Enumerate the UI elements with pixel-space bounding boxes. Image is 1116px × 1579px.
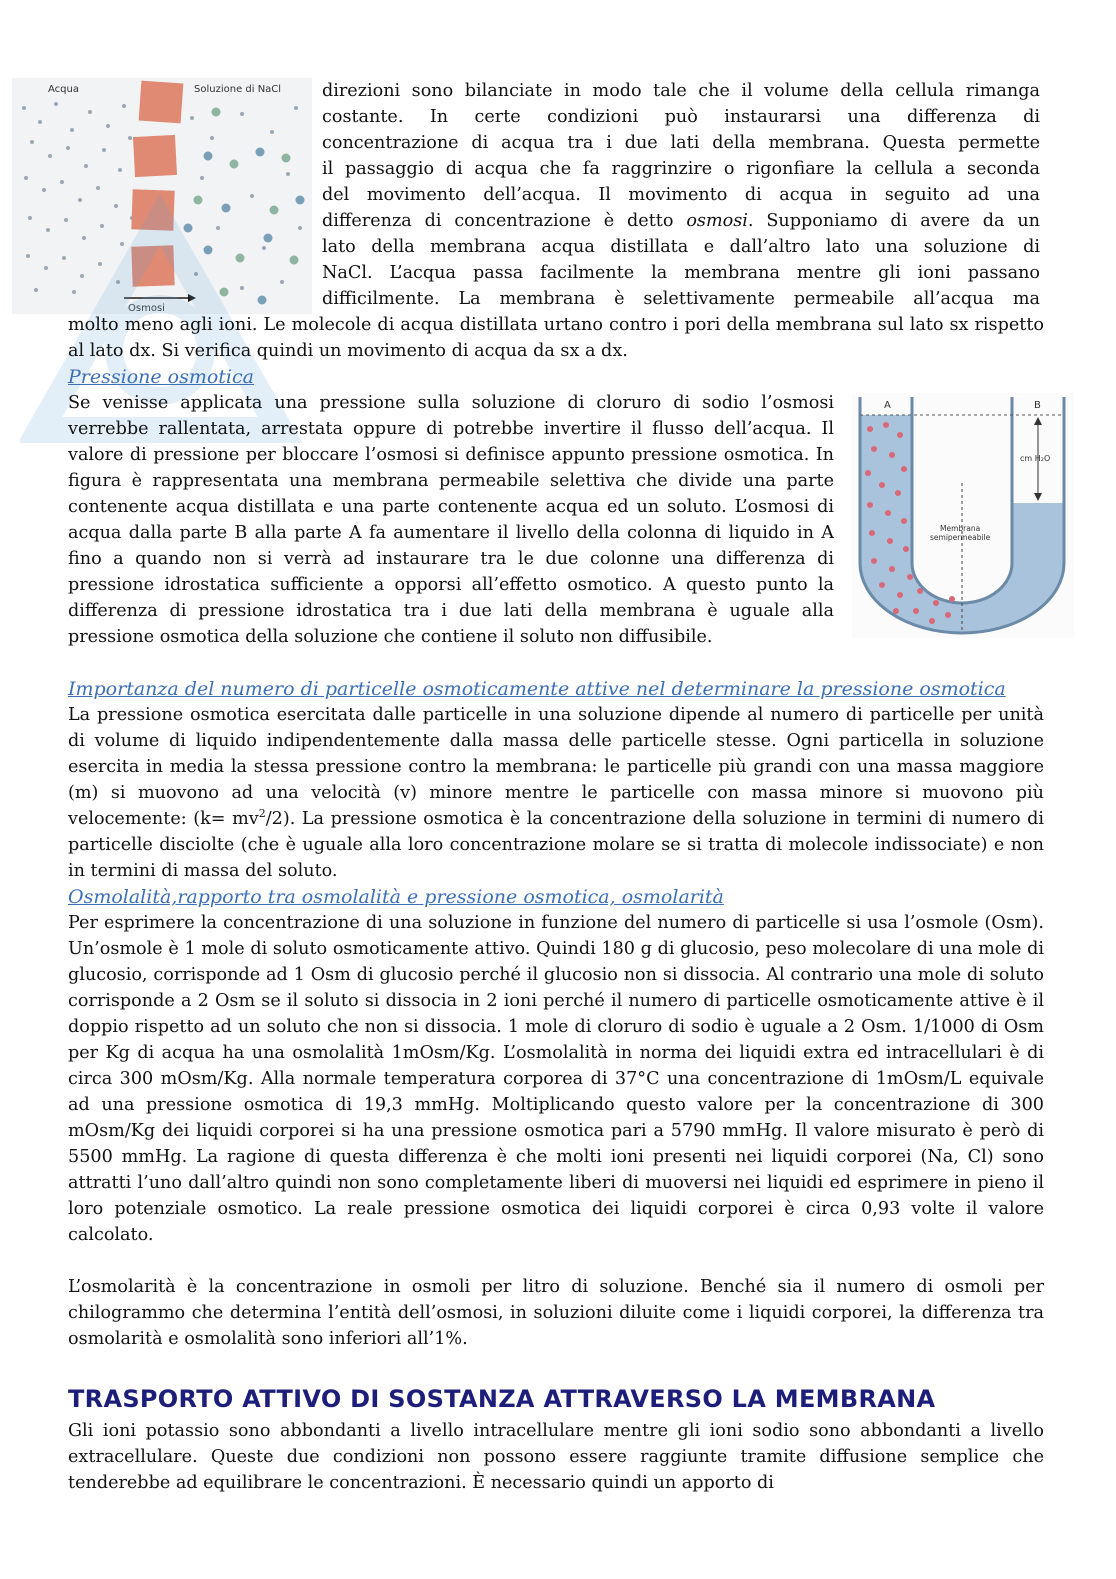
- intro-line-3: concentrazione di acqua tra i due lati della membrana. Questa permette: [322, 133, 1040, 153]
- section-title-active-transport: TRASPORTO ATTIVO DI SOSTANZA ATTRAVERSO LA MEMBRANA: [68, 1385, 936, 1413]
- heading-pressure: Pressione osmotica: [68, 366, 254, 388]
- intro-line-5: del movimento dell’acqua. Il movimento di acqua in seguito ad una: [322, 185, 1040, 205]
- pressure-body: Se venisse applicata una pressione sulla soluzione di cloruro di sodio l’osmosi verrebbe rallentata, arrestata oppure di potrebbe invertire il flusso dell’acqua. Il valore di pressione per bloccare l’osmosi si definisce appunto pressione osmotica. In figura è rappresentata una membrana permeabile selettiva che divide una parte contenente acqua distillata e una parte contenente acqua ed un soluto. L’osmosi di acqua dalla parte B alla parte A fa aumentare il livello della colonna di liquido in A fino a quando non si verrà ad instaurare tra le due colonne una differenza di pressione idrostatica sufficiente a opporsi all’effetto osmotico. A questo punto la differenza di pressione idrostatica tra i due lati della membrana è uguale alla pressione osmotica della soluzione che contiene il soluto non diffusibile.: [68, 393, 834, 647]
- heading-osmolality: Osmolalità,rapporto tra osmolalità e pressione osmotica, osmolarità: [68, 886, 724, 908]
- label-membrane-2: semipermeabile: [930, 533, 991, 542]
- membrane-pores: [131, 81, 183, 287]
- osmolality-body: Per esprimere la concentrazione di una soluzione in funzione del numero di particelle si usa l’osmole (Osm). Un’osmole è 1 mole di soluto osmoticamente attivo. Quindi 180 g di glucosio, peso molecolare di una mole di glucosio, corrisponde ad 1 Osm di glucosio perché il glucosio non si dissocia. Al contrario una mole di soluto corrisponde a 2 Osm se il soluto si dissocia in 2 ioni perché il numero di particelle osmoticamente attive è il doppio rispetto ad un soluto che non si dissocia. 1 mole di cloruro di sodio è uguale a 2 Osm. 1/1000 di Osm per Kg di acqua ha una osmolalità 1mOsm/Kg. L’osmolalità in norma dei liquidi extra ed intracellulari è di circa 300 mOsm/Kg. Alla normale temperatura corporea di 37°C una concentrazione di 1mOsm/L equivale ad una pressione osmotica di 19,3 mmHg. Moltiplicando questo valore per la concentrazione di 300 mOsm/Kg dei liquidi corporei si ha una pressione osmotica pari a 5790 mmHg. Il valore misurato è però di 5500 mmHg. La ragione di questa differenza è che molti ioni presenti nei liquidi corporei (Na, Cl) sono attratti l’uno dall’altro quindi non sono completamente liberi di muoversi nei liquidi ed esprimere in pieno il loro potenziale osmotico. La reale pressione osmotica dei liquidi corporei è circa 0,93 volte il valore calcolato.: [68, 913, 1044, 1245]
- superscript-2: 2: [258, 807, 266, 821]
- intro-line-6-a: differenza di concentrazione è detto: [322, 211, 687, 231]
- particles-body-b: /2). La pressione osmotica è la concentrazione della soluzione in termini di numero di particelle disciolte (che è uguale alla loro concentrazione molare se si tratta di molecole indissociate) e non in termini di massa del soluto.: [68, 809, 1044, 881]
- intro-wrapped: [322, 78, 1040, 312]
- intro-line-6: [322, 208, 1040, 234]
- osmosis-illustration: [12, 78, 312, 314]
- utube-illustration: [852, 393, 1074, 638]
- height-arrow-top: [1034, 417, 1042, 425]
- particles-body: [68, 702, 1044, 884]
- utube-figure: [852, 393, 1074, 638]
- osmosis-label: Osmosi: [128, 303, 165, 314]
- water-label: Acqua: [48, 84, 79, 95]
- intro-line-9: difficilmente. La membrana è selettivamente permeabile all’acqua ma: [322, 289, 1040, 309]
- label-b: B: [1034, 400, 1041, 411]
- solution-label: Soluzione di NaCl: [194, 84, 282, 95]
- heading-particles: Importanza del numero di particelle osmoticamente attive nel determinare la pressione osmotica: [68, 678, 1006, 700]
- label-membrane-1: Membrana: [940, 524, 981, 533]
- intro-line-7: lato della membrana acqua distillata e dall’altro lato una soluzione di: [322, 237, 1040, 257]
- particles-body-a: La pressione osmotica esercitata dalle particelle in una soluzione dipende al numero di particelle per unità di volume di liquido indipendentemente dalla massa delle particelle stesse. Ogni particella in soluzione esercita in media la stessa pressione contro la membrana: le particelle più grandi con una massa maggiore (m) si muovono ad una velocità (v) minore mentre le particelle con massa minore si muovono più velocemente: (k= mv: [68, 705, 1044, 829]
- intro-line-6-b: . Supponiamo di avere da un: [747, 211, 1040, 231]
- intro-line-4: il passaggio di acqua che fa raggrinzire o rigonfiare la cellula a seconda: [322, 159, 1040, 179]
- active-transport-body: Gli ioni potassio sono abbondanti a livello intracellulare mentre gli ioni sodio sono abbondanti a livello extracellulare. Queste due condizioni non possono essere raggiunte tramite diffusione semplice che tenderebbe ad equilibrare le concentrazioni. È necessario quindi un apporto di: [68, 1421, 1044, 1493]
- intro-tail: molto meno agli ioni. Le molecole di acqua distillata urtano contro i pori della membrana sul lato sx rispetto al lato dx. Si verifica quindi un movimento di acqua da sx a dx.: [68, 315, 1044, 361]
- label-height: cm H₂O: [1020, 454, 1051, 463]
- salt-ions: [184, 108, 305, 305]
- label-a: A: [884, 400, 891, 411]
- osmosis-figure: [12, 78, 312, 314]
- intro-line-1: direzioni sono bilanciate in modo tale che il volume della cellula rimanga: [322, 81, 1040, 101]
- osmolarity-body: L’osmolarità è la concentrazione in osmoli per litro di soluzione. Benché sia il numero di osmoli per chilogrammo che determina l’entità dell’osmosi, in soluzioni diluite come i liquidi corporei, la differenza tra osmolarità e osmolalità sono inferiori all’1%.: [68, 1277, 1044, 1349]
- intro-line-8: NaCl. L’acqua passa facilmente la membrana mentre gli ioni passano: [322, 263, 1040, 283]
- osmosis-term: osmosi: [686, 211, 748, 231]
- height-arrow-bottom: [1034, 493, 1042, 501]
- osmosis-arrow-head: [188, 294, 196, 302]
- intro-line-2: costante. In certe condizioni può instaurarsi una differenza di: [322, 107, 1040, 127]
- tube-inner: [912, 397, 1012, 603]
